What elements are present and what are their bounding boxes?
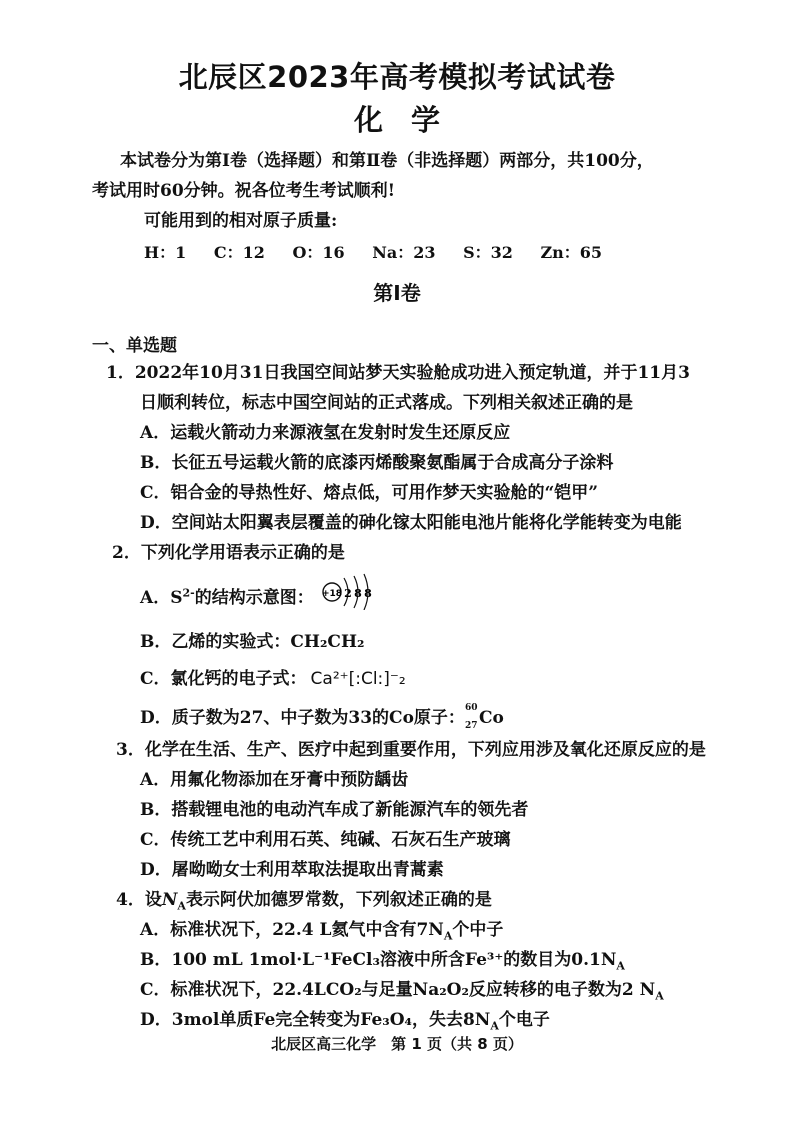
- q3-option-d: D．屠呦呦女士利用萃取法提取出青蒿素: [140, 860, 444, 880]
- q1-option-d: D．空间站太阳翼表层覆盖的砷化镓太阳能电池片能将化学能转变为电能: [140, 513, 682, 533]
- shell-electrons: 8: [364, 587, 372, 600]
- q1-stem-line2: 日顺利转位，标志中国空间站的正式落成。下列相关叙述正确的是: [140, 393, 633, 413]
- q1-option-b: B．长征五号运载火箭的底漆丙烯酸聚氨酯属于合成高分子涂料: [140, 453, 614, 473]
- q3-option-b: B．搭载锂电池的电动汽车成了新能源汽车的领先者: [140, 800, 529, 820]
- q4-c-text: C．标准状况下，22.4LCO₂与足量Na₂O₂反应转移的电子数为2 N: [140, 980, 656, 1000]
- mass-number: 60: [464, 703, 478, 713]
- atomic-mass: Zn：65: [540, 243, 603, 262]
- intro-line-1: 本试卷分为第Ⅰ卷（选择题）和第Ⅱ卷（非选择题）两部分，共100分，: [120, 151, 654, 171]
- q1-stem-line1: 1．2022年10月31日我国空间站梦天实验舱成功进入预定轨道，并于11月3: [106, 363, 690, 383]
- q4-d-sub: A: [490, 1019, 499, 1033]
- section-title: 一、单选题: [92, 336, 177, 356]
- q4-stem-post: 表示阿伏加德罗常数，下列叙述正确的是: [185, 890, 492, 910]
- q2-option-c: [140, 664, 406, 689]
- q4-option-d: [140, 1005, 550, 1032]
- masses-label: 可能用到的相对原子质量:: [144, 211, 338, 231]
- q2-stem: 2．下列化学用语表示正确的是: [112, 543, 345, 563]
- q4-d-post: 个电子: [498, 1010, 550, 1030]
- q2-b-prefix: B．乙烯的实验式：: [140, 632, 291, 652]
- q1-option-c: C．铝合金的导热性好、熔点低，可用作梦天实验舱的“铠甲”: [140, 483, 599, 503]
- atomic-mass: O：16: [292, 243, 345, 262]
- subject-text: 化学: [353, 103, 468, 137]
- exam-title: 北辰区2023年高考模拟考试试卷: [178, 60, 616, 94]
- q2-c-prefix: C．氯化钙的电子式：: [140, 669, 307, 689]
- q4-option-b: [140, 945, 625, 972]
- q4-stem: [116, 885, 492, 912]
- q2-option-b: [140, 627, 364, 652]
- q2-a-prefix: A．S: [140, 588, 183, 608]
- atomic-mass: Na：23: [372, 243, 436, 262]
- q4-option-c: [140, 975, 664, 1002]
- q2-option-d: [140, 703, 504, 729]
- q4-option-a: [140, 915, 503, 942]
- q2-option-a: [140, 583, 314, 608]
- q4-stem-na: N: [161, 890, 178, 910]
- atomic-masses: [144, 240, 624, 263]
- isotope-notation: [464, 703, 479, 731]
- q4-a-sub: A: [443, 929, 453, 943]
- q4-b-sub: A: [616, 959, 625, 973]
- q4-a-text: A．标准状况下，22.4 L氦气中含有7N: [140, 920, 444, 940]
- q3-option-a: A．用氟化物添加在牙膏中预防龋齿: [140, 770, 409, 790]
- sulfide-structure-diagram: [322, 570, 382, 610]
- q4-d-text: D．3mol单质Fe完全转变为Fe₃O₄，失去8N: [140, 1010, 491, 1030]
- q4-stem-na-sub: A: [177, 899, 186, 913]
- q3-stem: 3．化学在生活、生产、医疗中起到重要作用，下列应用涉及氧化还原反应的是: [116, 740, 706, 760]
- q2-b-formula: CH₂CH₂: [290, 632, 365, 652]
- volume-title: 第Ⅰ卷: [373, 281, 421, 305]
- q4-a-post: 个中子: [452, 920, 504, 940]
- q3-option-c: C．传统工艺中利用石英、纯碱、石灰石生产玻璃: [140, 830, 511, 850]
- q2-c-formula: Ca²⁺[:Cl:]⁻₂: [310, 669, 406, 689]
- atomic-mass: C：12: [213, 243, 265, 262]
- intro-line-2: 考试用时60分钟。祝各位考生考试顺利!: [92, 181, 396, 201]
- q4-b-text: B．100 mL 1mol·L⁻¹FeCl₃溶液中所含Fe³⁺的数目为0.1N: [140, 950, 617, 970]
- q2-a-text: 的结构示意图：: [194, 588, 314, 608]
- exam-subject: [0, 98, 794, 139]
- atomic-mass: H：1: [144, 243, 187, 262]
- q4-stem-pre: 4．设: [116, 890, 162, 910]
- q4-c-sub: A: [655, 989, 664, 1003]
- atomic-mass: S：32: [463, 243, 513, 262]
- atomic-number: 27: [464, 721, 478, 731]
- q1-option-a: A．运载火箭动力来源液氢在发射时发生还原反应: [140, 423, 511, 443]
- shell-electrons: 8: [354, 587, 362, 600]
- q2-a-charge: 2-: [182, 586, 195, 600]
- q2-d-prefix: D．质子数为27、中子数为33的Co原子：: [140, 708, 465, 728]
- element-symbol: Co: [478, 708, 504, 728]
- nucleus-charge: +18: [322, 589, 343, 599]
- page-footer: 北辰区高三化学 第 1 页（共 8 页）: [271, 1035, 523, 1053]
- shell-electrons: 2: [344, 587, 352, 600]
